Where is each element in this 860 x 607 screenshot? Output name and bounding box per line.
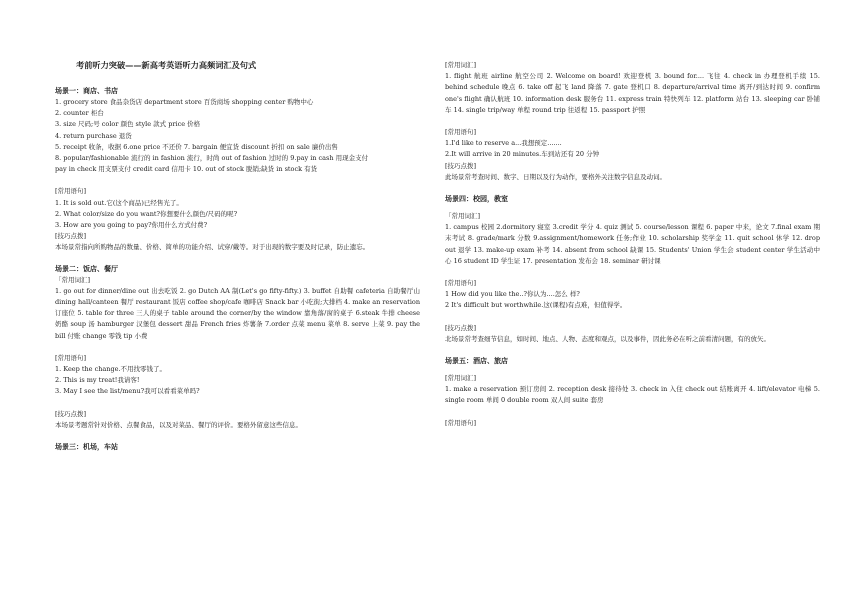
scene2-vocab: 1. go out for dinner/dine out 出去吃饭 2. go Dutch AA 制(Let's go fifty-fifty.) 3. buffet 自助餐 cafeteria 自助餐厅山 dining hall/canteen 餐厅 restaurant 饭店 coffee shop/cafe 咖啡店 Snack bar 小吃街;大排档 4. make an reservation 订座位 5. table for three 三人的桌子 table around the corner/by the window 靠角落/窗的桌子 6.steak 牛排 cheese 奶酪 soup 汤 hamburger 汉堡包 dessert 甜品 French fries 炸薯条 7.order 点菜 menu 菜单 8. serve 上菜 9. pay the bill 付账 change 零钱 tip 小费 xyxy=(55,286,420,340)
scene1-heading: 场景一：商店、书店 xyxy=(55,87,118,95)
scene2-sentence: 1. Keep the change.不用找零钱了。 xyxy=(55,365,167,374)
scene1-vocab-line: 5. receipt 收条，收据 6.one price 不还价 7. bargain 便宜货 discount 折扣 on sale 廉价出售 xyxy=(55,142,338,151)
scene4-sentences-label: [常用语句] xyxy=(445,279,477,288)
scene2-sentence: 2. This is my treat!我请客! xyxy=(55,376,140,385)
scene1-vocab-line: pay in check 用支票支付 credit card 信用卡 10. out of stock 脱销;缺货 in stock 有货 xyxy=(55,165,318,174)
scene1-vocab-line: 2. counter 柜台 xyxy=(55,109,104,118)
scene4-vocab-label: 「常用词汇] xyxy=(445,212,481,221)
scene3-sentence: 1.I'd like to reserve a...我想预定....... xyxy=(445,139,562,148)
scene1-vocab-line: 3. size 尺码;号 color 颜色 style 款式 price 价格 xyxy=(55,120,201,129)
scene1-sentence: 1. It is sold out.它(这个商品)已经售光了。 xyxy=(55,198,183,207)
scene3-tips-label: [技巧点拨] xyxy=(445,161,477,170)
scene2-vocab-label: 「常用词汇] xyxy=(55,275,91,284)
scene2-tips: 本场景考题常针对价格、点餐食品，以及对菜品、餐厅的评价。要格外留意这些信息。 xyxy=(55,420,302,429)
scene1-vocab-line: 4. return purchase 退货 xyxy=(55,131,132,140)
document-title: 考前听力突破——新高考英语听力高频词汇及句式 xyxy=(76,60,257,70)
scene1-sentence: 3. How are you going to pay?你用什么方式付费? xyxy=(55,221,208,230)
scene1-sentences-label: [常用语句] xyxy=(55,187,87,196)
scene5-sentences-label: [常用语句] xyxy=(445,418,477,427)
scene1-vocab-line: 8. popular/fashionable 流行的 in fashion 流行，时尚 out of fashion 过时的 9.pay in cash 用现金支付 xyxy=(55,154,369,163)
scene1-tips-label: [技巧点拨] xyxy=(55,232,87,241)
scene3-sentences-label: [常用语句] xyxy=(445,128,477,137)
scene2-sentences-label: [常用语句] xyxy=(55,353,87,362)
scene3-sentence: 2.It will arrive in 20 minutes.车到站还有 20 分钟 xyxy=(445,150,600,159)
scene2-heading: 场景二：饭店、餐厅 xyxy=(55,264,118,273)
scene5-heading: 场景五：酒店、旅店 xyxy=(445,357,508,366)
scene2-tips-label: [技巧点拨] xyxy=(55,409,87,418)
left-column xyxy=(55,86,420,453)
scene3-vocab: 1. flight 航班 airline 航空公司 2. Welcome on board! 欢迎登机 3. bound for.... 飞往 4. check in 办理登机手续 15. behind schedule 晚点 6. take off 起飞 land 降落 7. gate 登机口 8. departure/arrival time 离开/到达时间 9. confirm one's flight 确认航班 10. information desk 服务台 11. express train 特快列车 12. platform 站台 13. sleeping car 卧铺车 14. single trip/way 单程 round trip 往返程 15. passport 护照 xyxy=(445,72,820,114)
scene2-sentence: 3. May I see the list/menu?我可以看看菜单吗? xyxy=(55,387,200,396)
scene1-tips: 本场景常指向所购物品的数量、价格、简单的功能介绍、试穿/戴等。对于出现的数字要及时记录，防止遗忘。 xyxy=(55,243,370,252)
scene5-vocab-label: [常用词汇] xyxy=(445,374,477,383)
scene4-heading: 场景四：校园，教室 xyxy=(445,195,508,204)
scene1-vocab-line: 1. grocery store 食品杂货店 department store 百货商场 shopping center 购物中心 xyxy=(55,98,314,106)
scene3-tips: 此场景常考查时间、数字、日期以及行为动作，要格外关注数字信息及动词。 xyxy=(445,172,666,181)
scene4-tips-label: [技巧点拨] xyxy=(445,323,477,332)
scene3-heading: 场景三：机场，车站 xyxy=(55,443,118,452)
scene5-vocab: 1. make a reservation 预订房间 2. reception desk 接待处 3. check in 入住 check out 结账离开 4. lift/elevator 电梯 5. single room 单间 0 double room 双人间 suite 套房 xyxy=(445,385,820,405)
scene4-sentence: 2 It's difficult but worthwhile.这(课程)有点难，但值得学。 xyxy=(445,301,627,310)
scene1-sentence: 2. What color/size do you want?你想要什么颜色/尺码的呢? xyxy=(55,209,238,218)
scene4-vocab: 1. campus 校园 2.dormitory 寝室 3.credit 学分 4. quiz 测试 5. course/lesson 课程 6. paper 中来，论文 7.final exam 期末考试 8. grade/mark 分数 9.assignment/homework 任务;作业 10. scholarship 奖学金 11. quit school 休学 12. drop out 退学 13. make-up exam 补考 14. absent from school 缺课 15. Students' Union 学生会 student center 学生活动中心 16 student ID 学生证 17. presentation 发布会 18. seminar 研讨课 xyxy=(445,223,820,265)
scene4-sentence: 1 How did you like the..?你认为....怎么 样? xyxy=(445,290,580,299)
scene3-vocab-label: [常用词汇] xyxy=(445,61,477,69)
scene4-tips: 北场景常考查细节信息，如时间、地点、人物、态度和观点，以及事件，因此务必在听之前看清问题，有的放矢。 xyxy=(445,334,770,343)
right-column xyxy=(445,60,820,429)
